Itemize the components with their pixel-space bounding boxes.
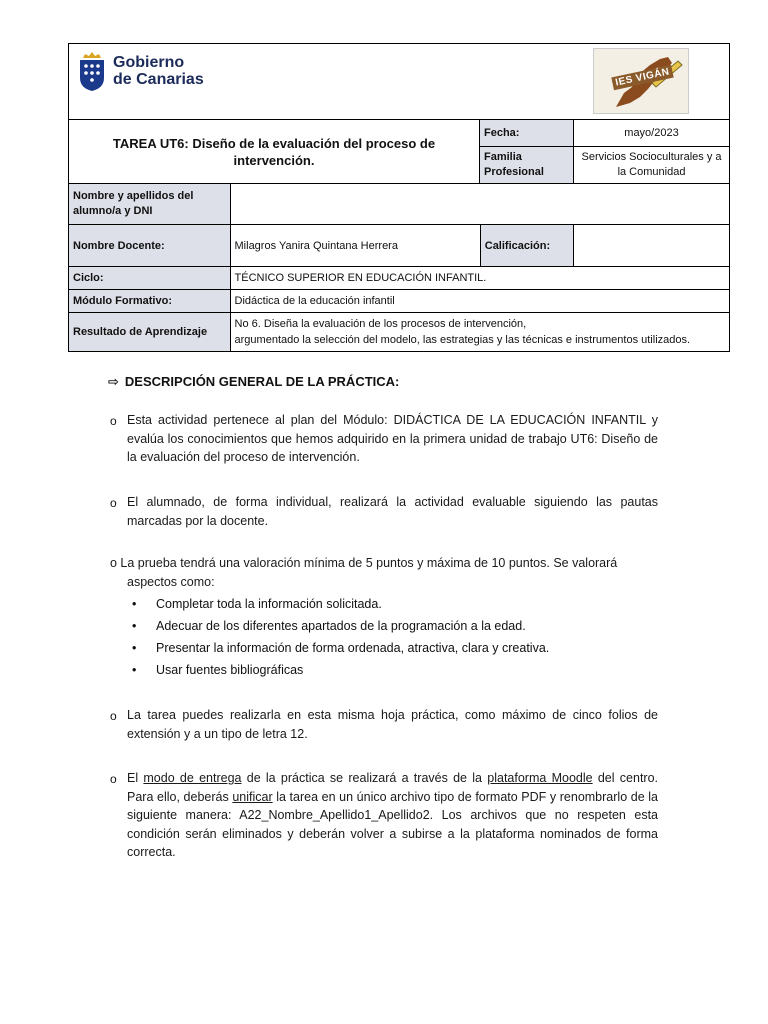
- bullet-dot-icon: •: [132, 597, 137, 611]
- calificacion-field[interactable]: [574, 225, 729, 266]
- ciclo-row: [69, 267, 729, 290]
- gobierno-canarias-wordmark: [113, 54, 204, 88]
- coat-of-arms-icon: [77, 50, 107, 92]
- paragraph-2: El alumnado, de forma individual, realizará la actividad evaluable siguiendo las pautas marcadas por la docente.: [127, 495, 658, 528]
- paragraph-1: Esta actividad pertenece al plan del Módulo: DIDÁCTICA DE LA EDUCACIÓN INFANTIL y evalúa los conocimientos que hemos adquirido en la primera unidad de trabajo UT6: Diseño de la evaluación del proceso de intervención.: [127, 413, 658, 464]
- p5-text-a: El: [127, 771, 144, 785]
- bullet-dot-icon: •: [132, 619, 137, 633]
- school-logo-text: IES VIGÁN: [611, 65, 673, 90]
- p5-text-d: la tarea en un único archivo tipo de formato PDF y renombrarlo de la siguiente manera: A22_Nombre_Apellido1_Apellido2. Los archivos que no respeten esta condición serán eliminados y deberán volver a subirse a la plataforma nominados de forma correcta.: [127, 789, 658, 859]
- resultado-value: [231, 313, 729, 351]
- bullet-item: Presentar la información de forma ordenada, atractiva, clara y creativa.: [156, 641, 550, 655]
- fecha-row: [480, 120, 729, 147]
- resultado-row: [69, 313, 729, 351]
- calificacion-label: Calificación:: [481, 225, 575, 266]
- meta-block: [480, 120, 729, 183]
- modulo-row: [69, 290, 729, 313]
- bullet-o-icon: o: [110, 772, 117, 786]
- org-name-line2: de Canarias: [113, 71, 204, 88]
- familia-label: Familia Profesional: [480, 147, 574, 183]
- ciclo-value: TÉCNICO SUPERIOR EN EDUCACIÓN INFANTIL.: [234, 272, 487, 284]
- p5-text-b: de la práctica se realizará a través de la: [241, 771, 488, 785]
- docente-row: [69, 225, 729, 267]
- modulo-label: Módulo Formativo:: [69, 290, 231, 312]
- resultado-label: Resultado de Aprendizaje: [69, 313, 231, 351]
- modo-entrega-text: modo de entrega: [143, 771, 242, 785]
- paragraph-3-line1: o La prueba tendrá una valoración mínima de 5 puntos y máxima de 10 puntos. Se valorará: [110, 556, 618, 570]
- alumno-label: Nombre y apellidos del alumno/a y DNI: [69, 184, 231, 224]
- bullet-dot-icon: •: [132, 663, 137, 677]
- school-logo: [593, 48, 689, 114]
- p5-text-c: del centro. Para ello, deberás: [127, 771, 659, 804]
- fecha-label: Fecha:: [480, 120, 574, 146]
- task-title: TAREA UT6: Diseño de la evaluación del proceso de intervención.: [69, 120, 480, 183]
- bullet-item: Completar toda la información solicitada.: [156, 597, 382, 611]
- gobierno-canarias-logo: [77, 50, 204, 92]
- familia-value: Servicios Socioculturales y a la Comunidad: [581, 150, 722, 178]
- section-heading-text: DESCRIPCIÓN GENERAL DE LA PRÁCTICA:: [124, 374, 400, 389]
- bullet-dot-icon: •: [132, 641, 137, 655]
- familia-row: [480, 147, 729, 183]
- logo-row: [69, 44, 729, 120]
- resultado-line1: No 6. Diseña la evaluación de los procesos de intervención,: [234, 318, 527, 330]
- alumno-row: [69, 184, 729, 225]
- bullet-item: Adecuar de los diferentes apartados de la programación a la edad.: [156, 619, 526, 633]
- plataforma-moodle-text: plataforma Moodle: [487, 771, 593, 785]
- bullet-o-icon: o: [110, 414, 117, 428]
- docente-value: Milagros Yanira Quintana Herrera: [231, 225, 481, 266]
- section-heading: [108, 374, 399, 390]
- fecha-value: mayo/2023: [624, 126, 679, 139]
- bullet-o-icon: o: [110, 496, 117, 510]
- bullet-o-icon: o: [110, 709, 117, 723]
- header-table: [68, 43, 730, 352]
- paragraph-5: [127, 769, 658, 862]
- arrow-right-icon: ⇨: [108, 374, 119, 389]
- ciclo-label: Ciclo:: [69, 267, 231, 289]
- bullet-item: Usar fuentes bibliográficas: [156, 663, 304, 677]
- unificar-text: unificar: [232, 789, 273, 804]
- alumno-field[interactable]: [231, 184, 729, 224]
- title-row: [69, 120, 729, 184]
- paragraph-4: La tarea puedes realizarla en esta misma hoja práctica, como máximo de cinco folios de extensión y a un tipo de letra 12.: [127, 708, 658, 741]
- resultado-line2: argumentado la selección del modelo, las estrategias y las técnicas e instrumentos utilizados.: [234, 334, 691, 346]
- org-name-line1: Gobierno: [113, 54, 185, 71]
- docente-label: Nombre Docente:: [69, 225, 231, 266]
- paragraph-3-line2: aspectos como:: [127, 575, 215, 589]
- modulo-value: Didáctica de la educación infantil: [234, 295, 395, 307]
